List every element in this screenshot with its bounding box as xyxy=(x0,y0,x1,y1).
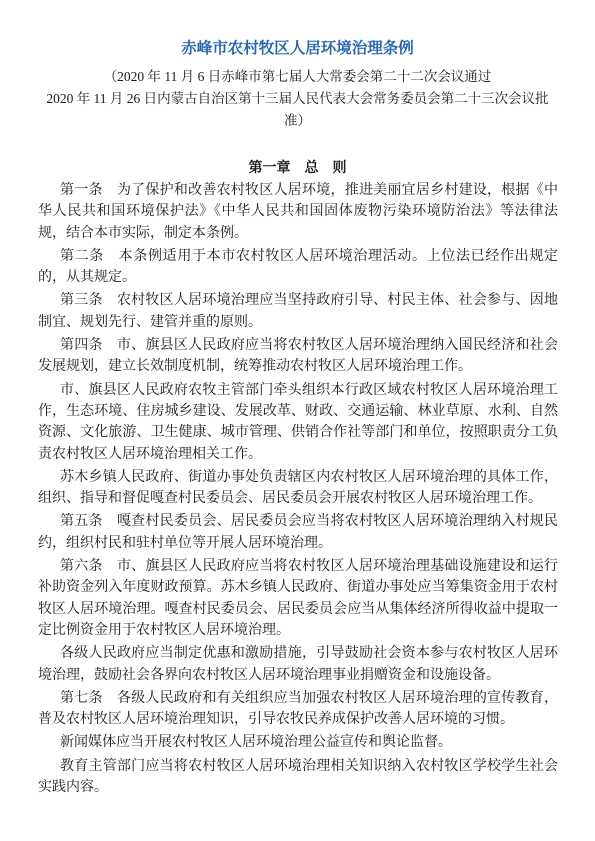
document-title: 赤峰市农村牧区人居环境治理条例 xyxy=(181,39,414,57)
chapter-body xyxy=(38,180,558,800)
article-5-paragraph: 第五条 嘎查村民委员会、居民委员会应当将农村牧区人居环境治理纳入村规民约，组织村民和驻村单位等开展人居环境治理。 xyxy=(38,513,558,551)
article-7-clause-2-paragraph: 新闻媒体应当开展农村牧区人居环境治理公益宣传和舆论监督。 xyxy=(60,734,452,751)
adoption-note-line: 准） xyxy=(284,113,311,128)
article-4-clause-3-paragraph: 苏木乡镇人民政府、街道办事处负责辖区内农村牧区人居环境治理的具体工作，组织、指导和督促嘎查村民委员会、居民委员会开展农村牧区人居环境治理工作。 xyxy=(38,468,558,507)
adoption-note-line: 2020 年 11 月 26 日内蒙古自治区第十三届人民代表大会常务委员会第二十三次会议批 xyxy=(46,91,549,106)
adoption-note xyxy=(0,66,595,132)
article-7-clause-3-paragraph: 教育主管部门应当将农村牧区人居环境治理相关知识纳入农村牧区学校学生社会实践内容。 xyxy=(38,757,558,796)
article-1-paragraph: 第一条 为了保护和改善农村牧区人居环境，推进美丽宜居乡村建设，根据《中华人民共和国环境保护法》《中华人民共和国固体废物污染环境防治法》等法律法规，结合本市实际，制定本条例。 xyxy=(38,182,558,241)
article-2-paragraph: 第二条 本条例适用于本市农村牧区人居环境治理活动。上位法已经作出规定的，从其规定。 xyxy=(38,247,558,286)
adoption-note-line: （2020 年 11 月 6 日赤峰市第七届人大常委会第二十二次会议通过 xyxy=(103,69,492,84)
article-6-clause-2-paragraph: 各级人民政府应当制定优惠和激励措施，引导鼓励社会资本参与农村牧区人居环境治理，鼓励社会各界向农村牧区人居环境治理事业捐赠资金和设施设备。 xyxy=(38,645,558,683)
article-4-clause-2-paragraph: 市、旗县区人民政府农牧主管部门牵头组织本行政区域农村牧区人居环境治理工作，生态环境、住房城乡建设、发展改革、财政、交通运输、林业草原、水利、自然资源、文化旅游、卫生健康、城市管理、供销合作社等部门和单位，按照职责分工负责农村牧区人居环境治理相关工作。 xyxy=(38,381,558,462)
article-3-paragraph: 第三条 农村牧区人居环境治理应当坚持政府引导、村民主体、社会参与、因地制宜、规划先行、建管并重的原则。 xyxy=(38,292,558,330)
article-4-paragraph: 第四条 市、旗县区人民政府应当将农村牧区人居环境治理纳入国民经济和社会发展规划，建立长效制度机制，统筹推动农村牧区人居环境治理工作。 xyxy=(38,337,558,375)
article-6-paragraph: 第六条 市、旗县区人民政府应当将农村牧区人居环境治理基础设施建设和运行补助资金列入年度财政预算。苏木乡镇人民政府、街道办事处应当筹集资金用于农村牧区人居环境治理。嘎查村民委员会、居民委员会应当从集体经济所得收益中提取一定比例资金用于农村牧区人居环境治理。 xyxy=(38,558,558,638)
chapter-heading: 第一章 总 则 xyxy=(248,160,347,176)
article-7-paragraph: 第七条 各级人民政府和有关组织应当加强农村牧区人居环境治理的宣传教育，普及农村牧区人居环境治理知识，引导农牧民养成保护改善人居环境的习惯。 xyxy=(38,689,558,728)
